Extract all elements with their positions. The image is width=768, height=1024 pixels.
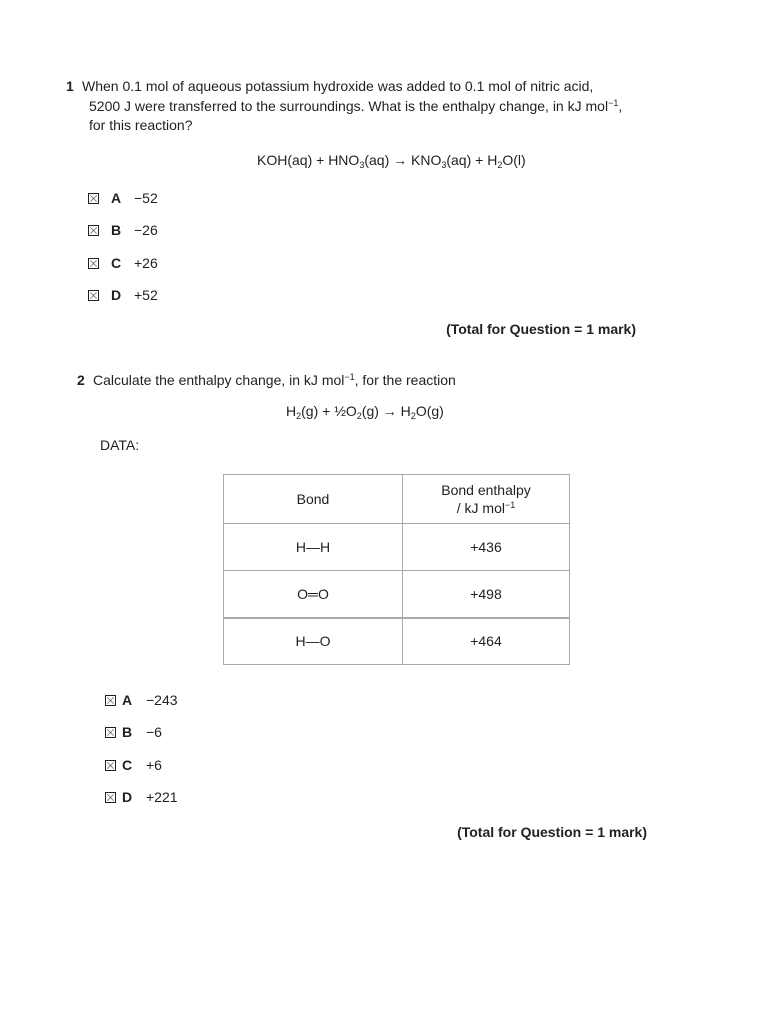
option-b[interactable] — [105, 724, 162, 740]
superscript: −1 — [344, 372, 355, 382]
question-number: 2 — [77, 372, 85, 388]
superscript: −1 — [608, 98, 619, 108]
subscript: 2 — [356, 411, 362, 421]
question-number: 1 — [66, 78, 74, 94]
stem-text: , for the reaction — [354, 372, 456, 388]
bond-enthalpy-table — [223, 474, 570, 665]
option-letter: A — [122, 692, 133, 708]
option-value: +52 — [134, 287, 158, 303]
checkbox-icon[interactable] — [105, 792, 116, 803]
option-value: −52 — [134, 190, 158, 206]
checkbox-icon[interactable] — [105, 695, 116, 706]
option-value: −243 — [146, 692, 178, 708]
option-d[interactable] — [88, 287, 158, 303]
checkbox-icon[interactable] — [88, 258, 99, 269]
option-letter: B — [122, 724, 133, 740]
data-label: DATA: — [100, 437, 140, 453]
option-letter: C — [122, 757, 133, 773]
checkbox-icon[interactable] — [88, 290, 99, 301]
option-c[interactable] — [105, 757, 162, 773]
option-letter: D — [111, 287, 122, 303]
header-text: Bond enthalpy — [441, 482, 531, 498]
question-stem-line-2 — [89, 96, 622, 116]
checkbox-icon[interactable] — [88, 193, 99, 204]
option-c[interactable] — [88, 255, 158, 271]
equation-text: H — [286, 403, 297, 419]
option-letter: D — [122, 789, 133, 805]
table-header-row — [224, 475, 570, 524]
stem-text: , — [618, 98, 623, 114]
subscript: 2 — [410, 411, 416, 421]
equation-text: O(l) — [502, 152, 526, 168]
enthalpy-cell: +436 — [403, 524, 570, 571]
subscript: 2 — [296, 411, 302, 421]
table-row — [224, 524, 570, 571]
option-value: +26 — [134, 255, 158, 271]
option-d[interactable] — [105, 789, 178, 805]
checkbox-icon[interactable] — [105, 760, 116, 771]
bond-cell: H—H — [224, 524, 403, 571]
header-cell — [403, 475, 570, 524]
bond-cell: O═O — [224, 571, 403, 618]
table-row — [224, 571, 570, 618]
option-letter: A — [111, 190, 122, 206]
reaction-equation — [257, 152, 526, 168]
equation-text: (g) → H — [361, 403, 411, 419]
enthalpy-cell: +464 — [403, 618, 570, 665]
bond-cell: H—O — [224, 618, 403, 665]
option-value: −26 — [134, 222, 158, 238]
equation-text: O(g) — [415, 403, 444, 419]
superscript: −1 — [504, 500, 516, 510]
total-marks: (Total for Question = 1 mark) — [457, 824, 647, 840]
equation-text: (aq) → KNO — [364, 152, 442, 168]
option-value: +6 — [146, 757, 162, 773]
table-row — [224, 618, 570, 665]
enthalpy-cell: +498 — [403, 571, 570, 618]
stem-text: Calculate the enthalpy change, in kJ mol — [93, 372, 345, 388]
option-letter: B — [111, 222, 122, 238]
question-stem-line-1: When 0.1 mol of aqueous potassium hydroxide was added to 0.1 mol of nitric acid, — [82, 78, 594, 94]
question-stem-line-3: for this reaction? — [89, 117, 193, 133]
option-b[interactable] — [88, 222, 158, 238]
header-cell: Bond — [224, 475, 403, 524]
option-a[interactable] — [88, 190, 158, 206]
equation-text: (aq) + H — [446, 152, 498, 168]
total-marks: (Total for Question = 1 mark) — [446, 321, 636, 337]
equation-text: KOH(aq) + HNO — [257, 152, 360, 168]
option-a[interactable] — [105, 692, 178, 708]
option-value: −6 — [146, 724, 162, 740]
checkbox-icon[interactable] — [105, 727, 116, 738]
question-stem — [93, 370, 456, 390]
option-value: +221 — [146, 789, 178, 805]
stem-text: 5200 J were transferred to the surroundings. What is the enthalpy change, in kJ mol — [89, 98, 609, 114]
reaction-equation — [286, 403, 444, 419]
header-text: / kJ mol — [456, 500, 505, 516]
subscript: 3 — [441, 160, 447, 170]
checkbox-icon[interactable] — [88, 225, 99, 236]
subscript: 2 — [497, 160, 503, 170]
subscript: 3 — [359, 160, 365, 170]
option-letter: C — [111, 255, 122, 271]
equation-text: (g) + ½O — [301, 403, 357, 419]
